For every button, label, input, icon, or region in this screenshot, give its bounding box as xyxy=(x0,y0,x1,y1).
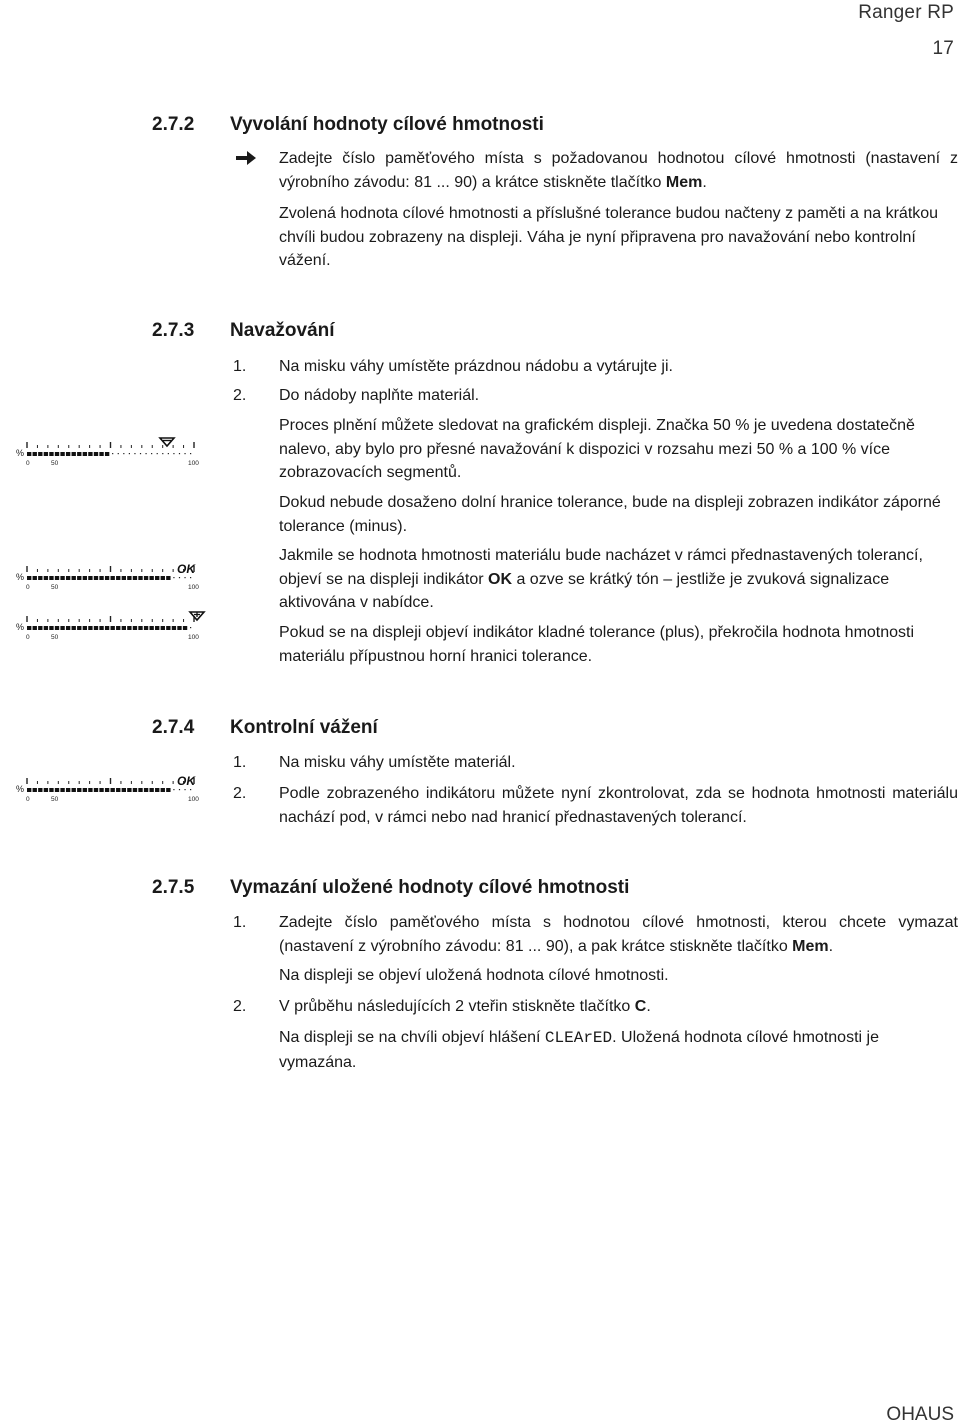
bar-segment xyxy=(33,626,37,630)
step-number: 1. xyxy=(233,914,247,931)
display-check-weighing-ok xyxy=(14,770,214,806)
tick-label: 50 xyxy=(51,584,59,591)
section-number-273: 2.7.3 xyxy=(152,320,195,341)
bar-segment xyxy=(60,452,64,456)
bar-segment xyxy=(111,626,115,630)
bar-segment xyxy=(149,626,153,630)
bar-segment xyxy=(49,452,53,456)
bar-segment xyxy=(55,452,59,456)
bar-segment xyxy=(149,576,153,580)
empty-segment-dot xyxy=(190,453,191,454)
bar-segment xyxy=(27,452,31,456)
bar-segment xyxy=(161,788,165,792)
tick-label: 0 xyxy=(26,584,30,591)
percent-label: % xyxy=(16,784,25,794)
tick-label: 50 xyxy=(51,634,59,641)
bar-segment xyxy=(55,626,59,630)
bar-segment xyxy=(122,626,126,630)
empty-segment-dot xyxy=(151,453,152,454)
bar-segment xyxy=(38,576,42,580)
bar-segment xyxy=(72,576,76,580)
bar-segment xyxy=(55,576,59,580)
display-message-cleared: CLEArED xyxy=(544,1029,613,1047)
percent-label: % xyxy=(16,572,25,582)
step-number: 2. xyxy=(233,785,247,802)
bar-segment xyxy=(88,452,92,456)
bar-segment xyxy=(55,788,59,792)
bar-segment xyxy=(144,788,148,792)
footer-brand: OHAUS xyxy=(886,1404,954,1425)
bar-segment xyxy=(111,788,115,792)
bar-segment xyxy=(77,452,81,456)
paragraph-273-b: Dokud nebude dosaženo dolní hranice tolerance, bude na displeji zobrazen indikátor záporné tolerance (minus). xyxy=(279,494,941,535)
step-number: 1. xyxy=(233,358,247,375)
bar-segment xyxy=(83,788,87,792)
bar-segment xyxy=(77,576,81,580)
bar-segment xyxy=(60,626,64,630)
bar-segment xyxy=(66,626,70,630)
bar-segment xyxy=(105,626,109,630)
bar-segment xyxy=(94,576,98,580)
empty-segment-dot xyxy=(145,453,146,454)
bar-segment xyxy=(88,576,92,580)
bar-segment xyxy=(66,452,70,456)
percent-label: % xyxy=(16,622,25,632)
paragraph-273-c: Jakmile se hodnota hmotnosti materiálu bude nacházet v rámci přednastavených tolerancí, objeví se na displeji indikátor OK a ozve se krátký tón – jestliže je zvuková signalizace aktivována v nabídce. xyxy=(279,547,923,611)
step-275-1-note: Na displeji se objeví uložená hodnota cílové hmotnosti. xyxy=(279,967,669,984)
bar-segment xyxy=(94,452,98,456)
bar-segment xyxy=(127,576,131,580)
bar-segment xyxy=(38,626,42,630)
bar-segment xyxy=(72,452,76,456)
bar-segment xyxy=(133,788,137,792)
tick-label: 50 xyxy=(51,460,59,467)
tick-label: 100 xyxy=(188,584,199,591)
bar-segment xyxy=(44,788,48,792)
tick-label: 100 xyxy=(188,460,199,467)
bar-segment xyxy=(60,576,64,580)
bar-segment xyxy=(116,576,120,580)
bar-segment xyxy=(99,452,103,456)
paragraph-273-a: Proces plnění můžete sledovat na grafickém displeji. Značka 50 % je uvedena dostatečně nalevo, aby bylo pro přesné navažování k dispozici v rozsahu mezi 50 % a 100 % více zobrazovacích segmentů. xyxy=(279,417,915,481)
bar-segment xyxy=(88,788,92,792)
empty-segment-dot xyxy=(173,453,174,454)
empty-segment-dot xyxy=(179,453,180,454)
bar-segment xyxy=(88,626,92,630)
bar-segment xyxy=(38,452,42,456)
section-title-274: Kontrolní vážení xyxy=(230,717,378,738)
key-mem: Mem xyxy=(665,173,703,191)
section-number-275: 2.7.5 xyxy=(152,877,195,898)
paragraph-273-d: Pokud se na displeji objeví indikátor kladné tolerance (plus), překročila hodnota hmotnosti materiálu přípustnou horní hranici tolerance. xyxy=(279,624,915,665)
bar-segment xyxy=(99,626,103,630)
empty-segment-dot xyxy=(190,789,191,790)
ok-indicator-icon: OK xyxy=(177,562,195,576)
empty-segment-dot xyxy=(179,789,180,790)
bar-segment xyxy=(133,576,137,580)
tick-label: 0 xyxy=(26,634,30,641)
bar-segment xyxy=(49,788,53,792)
step-number: 1. xyxy=(233,754,247,771)
step-275-1: Zadejte číslo paměťového místa s hodnotou cílové hmotnosti, kterou chcete vymazat (nastavení z výrobního závodu: 81 ... 90), a pak krátce stiskněte tlačítko Mem. xyxy=(279,914,958,955)
empty-segment-dot xyxy=(140,453,141,454)
paragraph-272-info: Zvolená hodnota cílové hmotnosti a příslušné tolerance budou načteny z paměti a na krátkou chvíli budou zobrazeny na displeji. Váha je nyní připravena pro navažování nebo kontrolní vážení. xyxy=(279,205,939,269)
bar-segment xyxy=(27,576,31,580)
empty-segment-dot xyxy=(190,577,191,578)
bar-segment xyxy=(122,788,126,792)
bar-segment xyxy=(177,626,181,630)
empty-segment-dot xyxy=(190,627,191,628)
step-number: 2. xyxy=(233,998,247,1015)
bar-segment xyxy=(138,576,142,580)
bar-segment xyxy=(94,626,98,630)
bar-segment xyxy=(44,576,48,580)
step-274-2: Podle zobrazeného indikátoru můžete nyní zkontrolovat, zda se hodnota hmotnosti materiálu nachází pod, v rámci nebo nad hranicí přednastavených tolerancí. xyxy=(279,785,958,826)
bar-segment xyxy=(27,626,31,630)
bar-segment xyxy=(155,626,159,630)
bar-segment xyxy=(183,626,187,630)
tick-label: 50 xyxy=(51,796,59,803)
section-title-273: Navažování xyxy=(230,320,335,341)
page-number: 17 xyxy=(932,38,954,59)
bar-segment xyxy=(44,452,48,456)
bar-segment xyxy=(172,626,176,630)
section-title-272: Vyvolání hodnoty cílové hmotnosti xyxy=(230,114,544,135)
bar-segment xyxy=(49,576,53,580)
display-plus-tolerance xyxy=(14,608,214,644)
bar-segment xyxy=(33,788,37,792)
indicator-ok-text: OK xyxy=(488,570,513,588)
bar-segment xyxy=(44,626,48,630)
tick-label: 0 xyxy=(26,460,30,467)
bar-segment xyxy=(38,788,42,792)
bar-segment xyxy=(49,626,53,630)
bar-segment xyxy=(105,788,109,792)
empty-segment-dot xyxy=(157,453,158,454)
arrow-right-icon xyxy=(236,151,258,165)
step-273-2: Do nádoby naplňte materiál. xyxy=(279,387,480,404)
bar-segment xyxy=(138,626,142,630)
minus-tolerance-icon xyxy=(160,438,174,446)
bar-segment xyxy=(66,788,70,792)
key-mem: Mem xyxy=(792,937,829,955)
empty-segment-dot xyxy=(173,789,174,790)
bar-segment xyxy=(133,626,137,630)
empty-segment-dot xyxy=(112,453,113,454)
display-minus-tolerance xyxy=(14,434,214,470)
bar-segment xyxy=(155,788,159,792)
empty-segment-dot xyxy=(184,577,185,578)
empty-segment-dot xyxy=(134,453,135,454)
tick-label: 100 xyxy=(188,634,199,641)
percent-label: % xyxy=(16,448,25,458)
bar-segment xyxy=(83,452,87,456)
paragraph-272-instruction: Zadejte číslo paměťového místa s požadovanou hodnotou cílové hmotnosti (nastavení z výrobního závodu: 81 ... 90) a krátce stiskněte tlačítko Mem. xyxy=(279,150,958,191)
empty-segment-dot xyxy=(184,453,185,454)
bar-segment xyxy=(144,626,148,630)
bar-segment xyxy=(83,576,87,580)
bar-segment xyxy=(66,576,70,580)
empty-segment-dot xyxy=(179,577,180,578)
tick-label: 100 xyxy=(188,796,199,803)
bar-segment xyxy=(72,788,76,792)
empty-segment-dot xyxy=(173,577,174,578)
ok-indicator-icon: OK xyxy=(177,774,195,788)
bar-segment xyxy=(138,788,142,792)
bar-segment xyxy=(99,788,103,792)
bar-segment xyxy=(33,576,37,580)
header-brand: Ranger RP xyxy=(858,2,954,23)
empty-segment-dot xyxy=(129,453,130,454)
bar-segment xyxy=(99,576,103,580)
bar-segment xyxy=(77,626,81,630)
bar-segment xyxy=(105,452,109,456)
bar-segment xyxy=(77,788,81,792)
empty-segment-dot xyxy=(118,453,119,454)
step-275-2: V průběhu následujících 2 vteřin stiskněte tlačítko C. xyxy=(279,998,651,1015)
bar-segment xyxy=(161,626,165,630)
step-273-1: Na misku váhy umístěte prázdnou nádobu a vytárujte ji. xyxy=(279,358,673,375)
bar-segment xyxy=(127,788,131,792)
bar-segment xyxy=(72,626,76,630)
bar-segment xyxy=(127,626,131,630)
bar-segment xyxy=(149,788,153,792)
bar-segment xyxy=(116,626,120,630)
empty-segment-dot xyxy=(162,453,163,454)
bar-segment xyxy=(33,452,37,456)
bar-segment xyxy=(60,788,64,792)
bar-segment xyxy=(166,576,170,580)
key-c: C xyxy=(634,998,647,1015)
section-title-275: Vymazání uložené hodnoty cílové hmotnosti xyxy=(230,877,630,898)
bar-segment xyxy=(27,788,31,792)
bar-segment xyxy=(83,626,87,630)
section-number-274: 2.7.4 xyxy=(152,717,195,738)
step-275-2-note: Na displeji se na chvíli objeví hlášení CLEArED. Uložená hodnota cílové hmotnosti je vymazána. xyxy=(279,1029,879,1071)
step-274-1: Na misku váhy umístěte materiál. xyxy=(279,754,516,771)
bar-segment xyxy=(105,576,109,580)
step-number: 2. xyxy=(233,387,247,404)
bar-segment xyxy=(155,576,159,580)
display-ok-tolerance xyxy=(14,558,214,594)
empty-segment-dot xyxy=(168,453,169,454)
empty-segment-dot xyxy=(184,789,185,790)
bar-segment xyxy=(166,788,170,792)
empty-segment-dot xyxy=(123,453,124,454)
bar-segment xyxy=(116,788,120,792)
bar-segment xyxy=(166,626,170,630)
bar-segment xyxy=(122,576,126,580)
bar-segment xyxy=(111,576,115,580)
tick-label: 0 xyxy=(26,796,30,803)
bar-segment xyxy=(94,788,98,792)
bar-segment xyxy=(144,576,148,580)
section-number-272: 2.7.2 xyxy=(152,114,195,135)
bar-segment xyxy=(161,576,165,580)
